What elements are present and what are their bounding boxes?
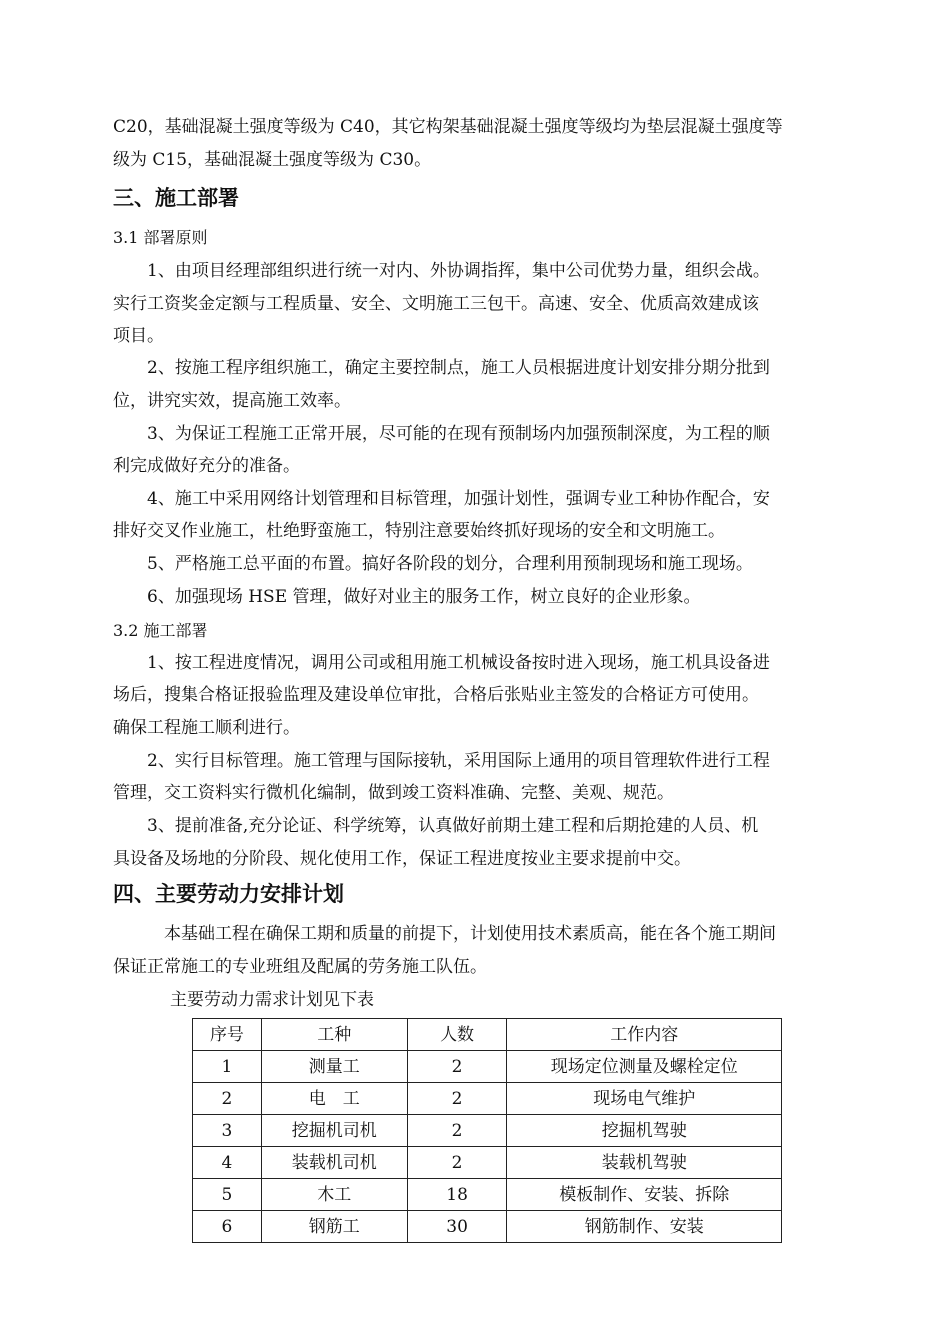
intro-line-2: 级为 C15，基础混凝土强度等级为 C30。 bbox=[113, 150, 432, 170]
table-row bbox=[193, 1179, 782, 1211]
table-cell: 30 bbox=[407, 1211, 507, 1243]
table-cell: 2 bbox=[407, 1115, 507, 1147]
table-cell: 钢筋制作、安装 bbox=[507, 1211, 782, 1243]
paragraph-line: 3、为保证工程施工正常开展，尽可能的在现有预制场内加强预制深度，为工程的顺 bbox=[147, 424, 770, 444]
table-cell: 木工 bbox=[261, 1179, 407, 1211]
section-3-heading: 三、施工部署 bbox=[113, 186, 239, 210]
paragraph-line: 1、按工程进度情况，调用公司或租用施工机械设备按时进入现场，施工机具设备进 bbox=[147, 653, 770, 673]
table-row bbox=[193, 1211, 782, 1243]
table-cell: 装载机驾驶 bbox=[507, 1147, 782, 1179]
table-cell: 2 bbox=[193, 1083, 262, 1115]
table-cell: 挖掘机驾驶 bbox=[507, 1115, 782, 1147]
table-cell: 装载机司机 bbox=[261, 1147, 407, 1179]
paragraph-line: 确保工程施工顺利进行。 bbox=[113, 718, 300, 738]
table-header-row bbox=[193, 1019, 782, 1051]
table-cell: 电 工 bbox=[261, 1083, 407, 1115]
subsection-3-2-title: 3.2 施工部署 bbox=[113, 621, 208, 640]
paragraph-line: 2、按施工程序组织施工，确定主要控制点，施工人员根据进度计划安排分期分批到 bbox=[147, 358, 770, 378]
table-cell: 4 bbox=[193, 1147, 262, 1179]
paragraph-line: 6、加强现场 HSE 管理，做好对业主的服务工作，树立良好的企业形象。 bbox=[147, 587, 701, 607]
subsection-3-1-title: 3.1 部署原则 bbox=[113, 228, 208, 247]
section-4-heading: 四、主要劳动力安排计划 bbox=[113, 882, 344, 906]
table-cell: 18 bbox=[407, 1179, 507, 1211]
paragraph-line: 场后，搜集合格证报验监理及建设单位审批，合格后张贴业主签发的合格证方可使用。 bbox=[113, 685, 759, 705]
paragraph-line: 1、由项目经理部组织进行统一对内、外协调指挥，集中公司优势力量，组织会战。 bbox=[147, 261, 770, 281]
table-row bbox=[193, 1147, 782, 1179]
paragraph-line: 保证正常施工的专业班组及配属的劳务施工队伍。 bbox=[113, 957, 487, 977]
paragraph-line: 管理，交工资料实行微机化编制，做到竣工资料准确、完整、美观、规范。 bbox=[113, 783, 674, 803]
paragraph-line: 位，讲究实效，提高施工效率。 bbox=[113, 391, 351, 411]
table-cell: 模板制作、安装、拆除 bbox=[507, 1179, 782, 1211]
table-cell: 3 bbox=[193, 1115, 262, 1147]
table-caption: 主要劳动力需求计划见下表 bbox=[170, 990, 374, 1010]
table-cell: 1 bbox=[193, 1051, 262, 1083]
paragraph-line: 实行工资奖金定额与工程质量、安全、文明施工三包干。高速、安全、优质高效建成该 bbox=[113, 294, 759, 314]
table-row bbox=[193, 1051, 782, 1083]
table-cell: 6 bbox=[193, 1211, 262, 1243]
header-cell-number: 序号 bbox=[193, 1019, 262, 1051]
paragraph-line: 3、提前准备,充分论证、科学统筹，认真做好前期土建工程和后期抢建的人员、机 bbox=[147, 816, 759, 836]
paragraph-line: 项目。 bbox=[113, 326, 164, 346]
table-cell: 挖掘机司机 bbox=[261, 1115, 407, 1147]
paragraph-line: 排好交叉作业施工，杜绝野蛮施工，特别注意要始终抓好现场的安全和文明施工。 bbox=[113, 521, 725, 541]
paragraph-line: 利完成做好充分的准备。 bbox=[113, 456, 300, 476]
table-cell: 2 bbox=[407, 1147, 507, 1179]
header-cell-work-content: 工作内容 bbox=[507, 1019, 782, 1051]
table-row bbox=[193, 1115, 782, 1147]
table-row bbox=[193, 1083, 782, 1115]
paragraph-line: 本基础工程在确保工期和质量的前提下，计划使用技术素质高，能在各个施工期间 bbox=[164, 924, 776, 944]
table-cell: 2 bbox=[407, 1083, 507, 1115]
intro-line-1: C20，基础混凝土强度等级为 C40，其它构架基础混凝土强度等级均为垫层混凝土强度等 bbox=[113, 117, 783, 137]
table-cell: 5 bbox=[193, 1179, 262, 1211]
paragraph-line: 具设备及场地的分阶段、规化使用工作，保证工程进度按业主要求提前中交。 bbox=[113, 849, 691, 869]
table-cell: 测量工 bbox=[261, 1051, 407, 1083]
table-cell: 现场电气维护 bbox=[507, 1083, 782, 1115]
paragraph-line: 5、严格施工总平面的布置。搞好各阶段的划分，合理利用预制现场和施工现场。 bbox=[147, 554, 753, 574]
table-cell: 钢筋工 bbox=[261, 1211, 407, 1243]
table-cell: 现场定位测量及螺栓定位 bbox=[507, 1051, 782, 1083]
table-cell: 2 bbox=[407, 1051, 507, 1083]
labor-plan-table bbox=[192, 1018, 782, 1243]
paragraph-line: 4、施工中采用网络计划管理和目标管理，加强计划性，强调专业工种协作配合，安 bbox=[147, 489, 770, 509]
header-cell-headcount: 人数 bbox=[407, 1019, 507, 1051]
header-cell-trade: 工种 bbox=[261, 1019, 407, 1051]
paragraph-line: 2、实行目标管理。施工管理与国际接轨，采用国际上通用的项目管理软件进行工程 bbox=[147, 751, 770, 771]
